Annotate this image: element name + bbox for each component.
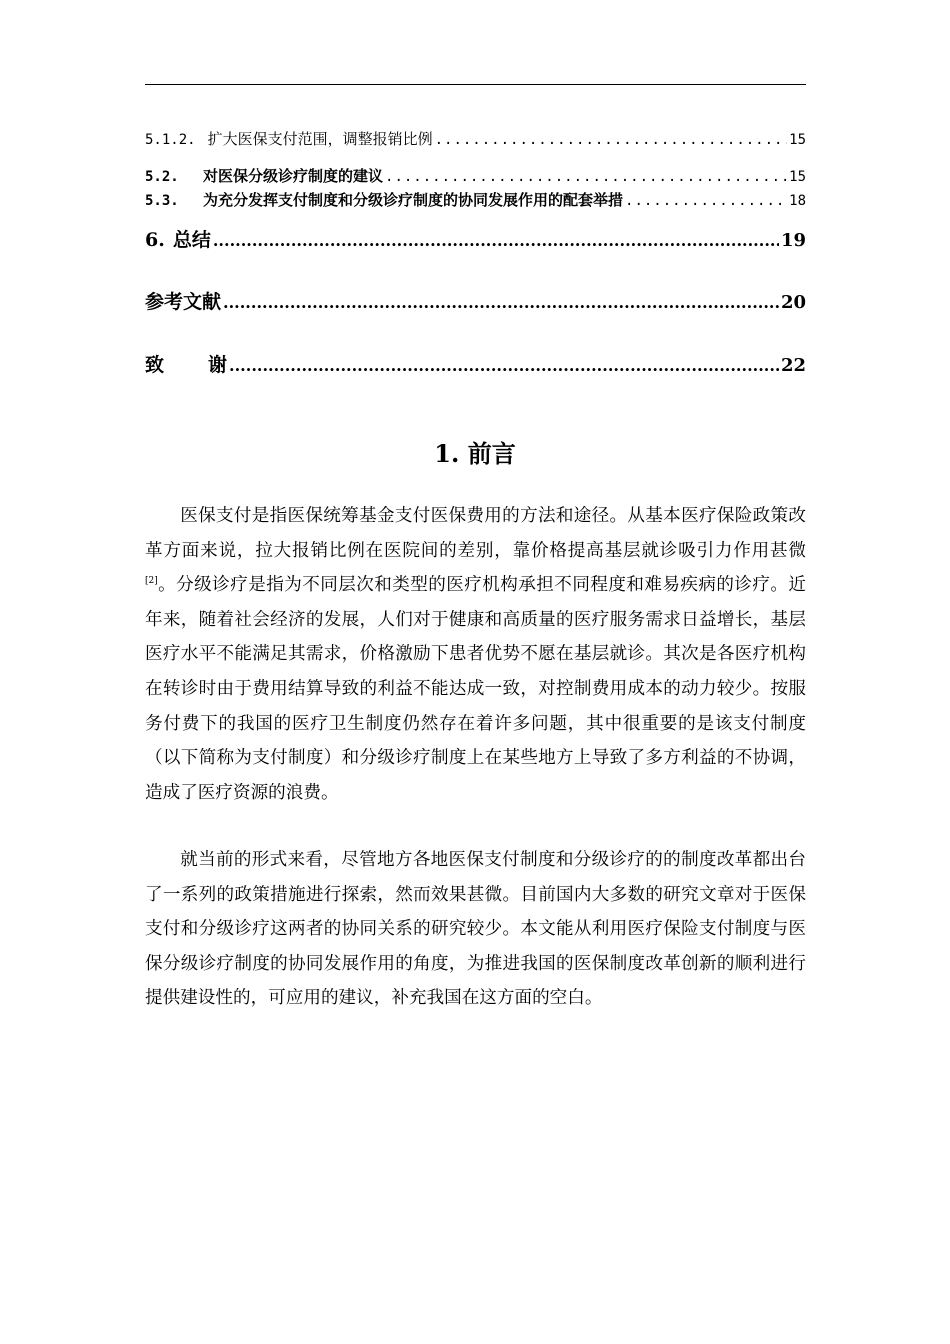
toc-entry-5-3[interactable] xyxy=(145,189,806,210)
toc-leader-dots xyxy=(385,169,787,185)
header-rule xyxy=(145,84,806,85)
toc-entry-page: 19 xyxy=(780,230,806,251)
paragraph-text: 医保支付是指医保统筹基金支付医保费用的方法和途径。从基本医疗保险政策改革方面来说，拉大报销比例在医院间的差别，靠价格提高基层就诊吸引力作用甚微 xyxy=(145,506,806,561)
toc-leader-dots xyxy=(625,193,787,209)
toc-entry-title: 总结 xyxy=(172,229,211,251)
toc-leader-dots xyxy=(435,132,788,148)
toc-entry-page: 15 xyxy=(789,132,806,148)
toc-entry-acknowledgements[interactable] xyxy=(145,350,806,377)
toc-entry-title: 为充分发挥支付制度和分级诊疗制度的协同发展作用的配套举措 xyxy=(203,191,624,209)
toc-entry-page: 15 xyxy=(789,169,806,185)
toc-entry-6[interactable] xyxy=(145,225,806,252)
paragraph-text: 就当前的形式来看，尽管地方各地医保支付制度和分级诊疗的的制度改革都出台了一系列的政策措施进行探索，然而效果甚微。目前国内大多数的研究文章对于医保支付和分级诊疗这两者的协同关系的研究较少。本文能从利用医疗保险支付制度与医保分级诊疗制度的协同发展作用的角度，为推进我国的医保制度改革创新的顺利进行提供建设性的，可应用的建议，补充我国在这方面的空白。 xyxy=(145,850,806,1009)
section-heading: 1. 前言 xyxy=(434,439,516,468)
body-paragraph-1 xyxy=(145,499,806,810)
toc-entry-title: 致 xyxy=(145,354,165,376)
toc-entry-number: 5.2. xyxy=(145,169,179,185)
toc-entry-page: 20 xyxy=(780,292,806,313)
toc-entry-title: 对医保分级诊疗制度的建议 xyxy=(203,167,384,185)
toc-entry-5-1-2[interactable] xyxy=(145,128,806,149)
toc-leader-dots xyxy=(229,356,779,375)
toc-entry-number: 6. xyxy=(145,229,165,251)
body-paragraph-2 xyxy=(145,843,806,1016)
toc-entry-title: 扩大医保支付范围，调整报销比例 xyxy=(207,130,433,148)
paragraph-text: 。分级诊疗是指为不同层次和类型的医疗机构承担不同程度和难易疾病的诊疗。近年来，随着社会经济的发展，人们对于健康和高质量的医疗服务需求日益增长，基层医疗水平不能满足其需求，价格激励下患者优势不愿在基层就诊。其次是各医疗机构在转诊时由于费用结算导致的利益不能达成一致，对控制费用成本的动力较少。按服务付费下的我国的医疗卫生制度仍然存在着许多问题，其中很重要的是该支付制度（以下简称为支付制度）和分级诊疗制度上在某些地方上导致了多方利益的不协调，造成了医疗资源的浪费。 xyxy=(145,575,806,803)
toc-leader-dots xyxy=(213,231,779,250)
citation-ref[interactable]: [2] xyxy=(145,576,158,587)
toc-entry-number: 5.3. xyxy=(145,193,179,209)
toc-entry-5-2[interactable] xyxy=(145,165,806,186)
toc-entry-page: 22 xyxy=(780,355,806,376)
toc-entry-title: 参考文献 xyxy=(145,291,222,313)
toc-entry-page: 18 xyxy=(789,193,806,209)
toc-leader-dots xyxy=(223,293,779,312)
toc-entry-number: 5.1.2. xyxy=(145,132,196,148)
toc-entry-references[interactable] xyxy=(145,287,806,314)
toc-entry-title: 谢 xyxy=(208,354,228,376)
